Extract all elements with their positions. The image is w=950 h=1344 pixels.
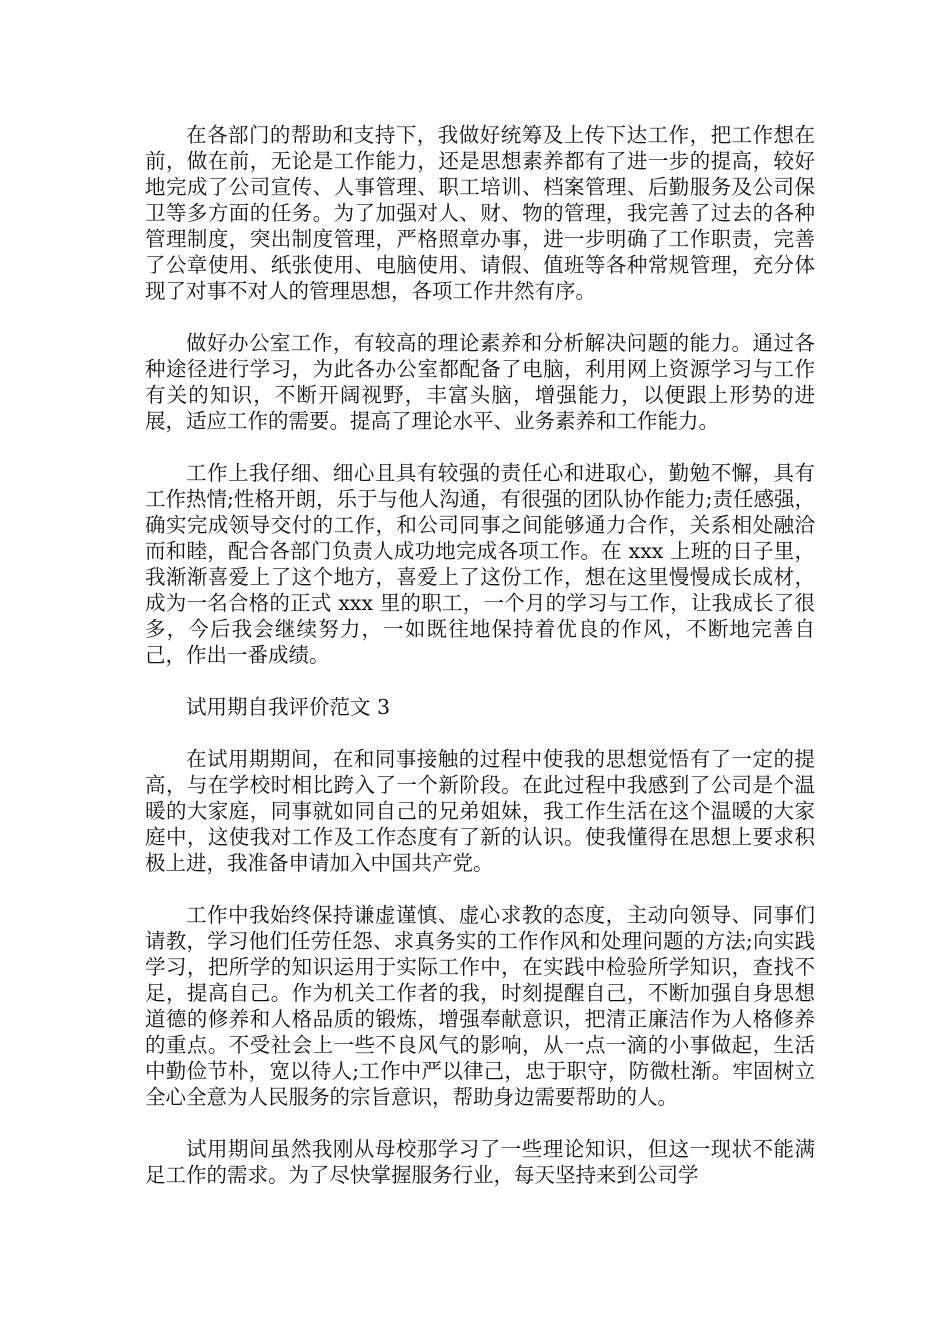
body-paragraph: 试用期间虽然我刚从母校那学习了一些理论知识，但这一现状不能满足工作的需求。为了尽快掌握服务行业，每天坚持来到公司学 xyxy=(145,1137,815,1187)
body-paragraph: 工作上我仔细、细心且具有较强的责任心和进取心，勤勉不懈，具有工作热情;性格开朗，乐于与他人沟通，有很强的团队协作能力;责任感强，确实完成领导交付的工作，和公司同事之间能够通力合作，关系相处融洽而和睦，配合各部门负责人成功地完成各项工作。在 xxx 上班的日子里，我渐渐喜爱上了这个地方，喜爱上了这份工作，想在这里慢慢成长成材，成为一名合格的正式 xxx 里的职工，一个月的学习与工作，让我成长了很多，今后我会继续努力，一如既往地保持着优良的作风，不断地完善自己，作出一番成绩。 xyxy=(145,461,815,667)
body-paragraph: 在试用期期间，在和同事接触的过程中使我的思想觉悟有了一定的提高，与在学校时相比跨入了一个新阶段。在此过程中我感到了公司是个温暖的大家庭，同事就如同自己的兄弟姐妹，我工作生活在这个温暖的大家庭中，这使我对工作及工作态度有了新的认识。使我懂得在思想上要求积极上进，我准备申请加入中国共产党。 xyxy=(145,747,815,875)
document-page xyxy=(145,122,815,1214)
body-paragraph: 做好办公室工作，有较高的理论素养和分析解决问题的能力。通过各种途径进行学习，为此各办公室都配备了电脑，利用网上资源学习与工作有关的知识，不断开阔视野，丰富头脑，增强能力，以便跟上形势的进展，适应工作的需要。提高了理论水平、业务素养和工作能力。 xyxy=(145,331,815,433)
section-heading: 试用期自我评价范文 3 xyxy=(186,695,391,719)
body-paragraph: 在各部门的帮助和支持下，我做好统筹及上传下达工作，把工作想在前，做在前，无论是工作能力，还是思想素养都有了进一步的提高，较好地完成了公司宣传、人事管理、职工培训、档案管理、后勤服务及公司保卫等多方面的任务。为了加强对人、财、物的管理，我完善了过去的各种管理制度，突出制度管理，严格照章办事，进一步明确了工作职责，完善了公章使用、纸张使用、电脑使用、请假、值班等各种常规管理，充分体现了对事不对人的管理思想，各项工作井然有序。 xyxy=(145,123,815,303)
body-paragraph: 工作中我始终保持谦虚谨慎、虚心求教的态度，主动向领导、同事们请教，学习他们任劳任怨、求真务实的工作作风和处理问题的方法;向实践学习，把所学的知识运用于实际工作中，在实践中检验所学知识，查找不足，提高自己。作为机关工作者的我，时刻提醒自己，不断加强自身思想道德的修养和人格品质的锻炼，增强奉献意识，把清正廉洁作为人格修养的重点。不受社会上一些不良风气的影响，从一点一滴的小事做起，生活中勤俭节朴，宽以待人;工作中严以律己，忠于职守，防微杜渐。牢固树立全心全意为人民服务的宗旨意识，帮助身边需要帮助的人。 xyxy=(145,903,815,1109)
